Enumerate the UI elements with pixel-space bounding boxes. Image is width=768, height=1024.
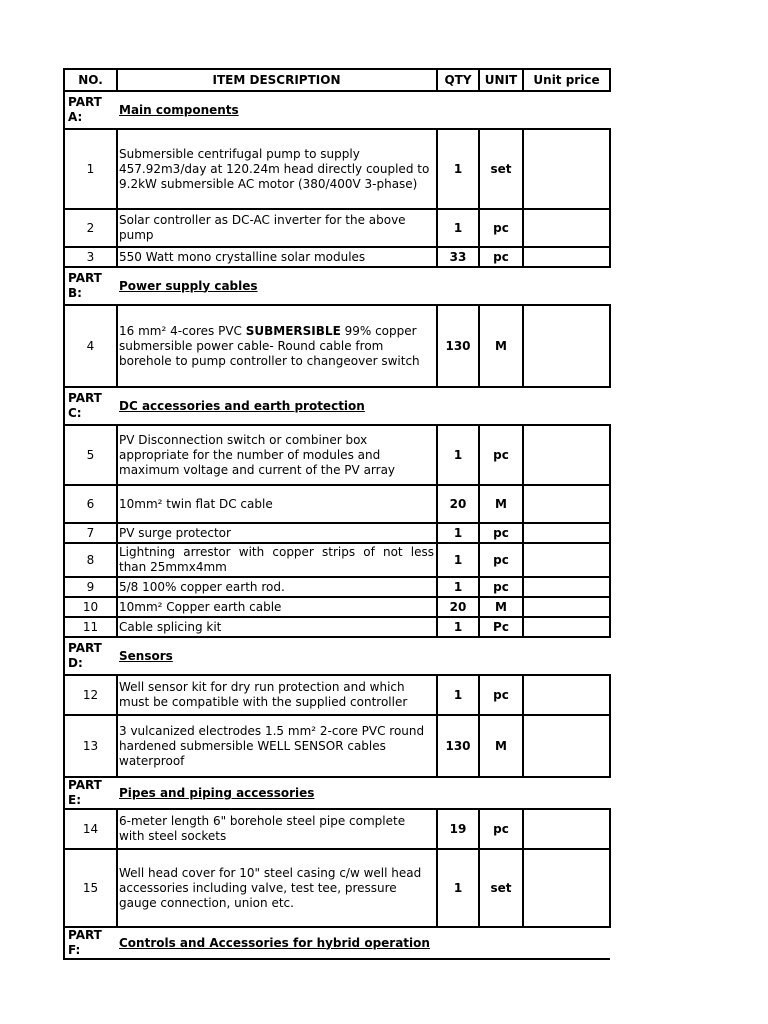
header-no: NO. bbox=[64, 69, 117, 91]
item-no: 8 bbox=[64, 543, 117, 577]
part-c-row bbox=[64, 387, 610, 425]
header-unit-price: Unit price bbox=[523, 69, 610, 91]
item-unit-price bbox=[523, 809, 610, 849]
part-label: PART F: bbox=[64, 927, 117, 959]
item-unit-price bbox=[523, 543, 610, 577]
item-description: Well head cover for 10" steel casing c/w well head accessories including valve, test tee, pressure gauge connection, union etc. bbox=[117, 849, 437, 927]
item-unit: pc bbox=[479, 543, 523, 577]
item-description: Cable splicing kit bbox=[117, 617, 437, 637]
table-row bbox=[64, 523, 610, 543]
table-row bbox=[64, 675, 610, 715]
item-unit-price bbox=[523, 715, 610, 777]
item-qty: 1 bbox=[437, 849, 479, 927]
item-description: 16 mm² 4-cores PVC SUBMERSIBLE 99% copper submersible power cable- Round cable from borehole to pump controller to changeover switch bbox=[117, 305, 437, 387]
item-qty: 33 bbox=[437, 247, 479, 267]
item-unit: pc bbox=[479, 675, 523, 715]
submersible-emphasis: SUBMERSIBLE bbox=[245, 323, 341, 338]
item-unit: pc bbox=[479, 577, 523, 597]
part-title: Power supply cables bbox=[119, 278, 258, 293]
part-title: Sensors bbox=[119, 648, 173, 663]
item-no: 13 bbox=[64, 715, 117, 777]
table-row bbox=[64, 849, 610, 927]
item-unit: pc bbox=[479, 523, 523, 543]
table-row bbox=[64, 425, 610, 485]
header-description: ITEM DESCRIPTION bbox=[117, 69, 437, 91]
item-unit-price bbox=[523, 209, 610, 247]
item-unit-price bbox=[523, 849, 610, 927]
item-no: 12 bbox=[64, 675, 117, 715]
item-description: PV surge protector bbox=[117, 523, 437, 543]
item-description: PV Disconnection switch or combiner box appropriate for the number of modules and maximum voltage and current of the PV array bbox=[117, 425, 437, 485]
table-row bbox=[64, 209, 610, 247]
table-row bbox=[64, 577, 610, 597]
item-unit: set bbox=[479, 849, 523, 927]
item-description: 10mm² Copper earth cable bbox=[117, 597, 437, 617]
part-label: PART D: bbox=[64, 637, 117, 675]
item-unit: M bbox=[479, 715, 523, 777]
item-unit-price bbox=[523, 675, 610, 715]
item-qty: 20 bbox=[437, 597, 479, 617]
item-unit: M bbox=[479, 485, 523, 523]
item-qty: 1 bbox=[437, 209, 479, 247]
item-qty: 20 bbox=[437, 485, 479, 523]
part-title: Pipes and piping accessories bbox=[119, 785, 315, 800]
item-qty: 1 bbox=[437, 523, 479, 543]
item-description: Solar controller as DC-AC inverter for the above pump bbox=[117, 209, 437, 247]
item-description: 10mm² twin flat DC cable bbox=[117, 485, 437, 523]
item-description: 3 vulcanized electrodes 1.5 mm² 2-core PVC round hardened submersible WELL SENSOR cables waterproof bbox=[117, 715, 437, 777]
table-row bbox=[64, 543, 610, 577]
part-label: PART E: bbox=[64, 777, 117, 809]
part-label: PART A: bbox=[64, 91, 117, 129]
item-unit-price bbox=[523, 425, 610, 485]
item-no: 11 bbox=[64, 617, 117, 637]
item-unit-price bbox=[523, 577, 610, 597]
table-row bbox=[64, 129, 610, 209]
item-qty: 130 bbox=[437, 305, 479, 387]
item-qty: 130 bbox=[437, 715, 479, 777]
item-unit-price bbox=[523, 247, 610, 267]
item-unit: Pc bbox=[479, 617, 523, 637]
item-no: 15 bbox=[64, 849, 117, 927]
part-label: PART B: bbox=[64, 267, 117, 305]
item-unit-price bbox=[523, 597, 610, 617]
item-qty: 1 bbox=[437, 577, 479, 597]
item-unit-price bbox=[523, 485, 610, 523]
table-row bbox=[64, 247, 610, 267]
item-no: 9 bbox=[64, 577, 117, 597]
item-qty: 1 bbox=[437, 129, 479, 209]
item-unit-price bbox=[523, 305, 610, 387]
part-e-row bbox=[64, 777, 610, 809]
part-title: Main components bbox=[119, 102, 239, 117]
table-row bbox=[64, 485, 610, 523]
table-row bbox=[64, 809, 610, 849]
item-description: 6-meter length 6" borehole steel pipe complete with steel sockets bbox=[117, 809, 437, 849]
item-unit: pc bbox=[479, 809, 523, 849]
item-description: Well sensor kit for dry run protection and which must be compatible with the supplied controller bbox=[117, 675, 437, 715]
item-unit: set bbox=[479, 129, 523, 209]
table-row bbox=[64, 597, 610, 617]
part-a-row bbox=[64, 91, 610, 129]
part-label: PART C: bbox=[64, 387, 117, 425]
item-no: 3 bbox=[64, 247, 117, 267]
part-d-row bbox=[64, 637, 610, 675]
item-no: 10 bbox=[64, 597, 117, 617]
item-unit-price bbox=[523, 129, 610, 209]
item-no: 1 bbox=[64, 129, 117, 209]
item-unit: M bbox=[479, 305, 523, 387]
item-unit-price bbox=[523, 617, 610, 637]
item-unit: pc bbox=[479, 425, 523, 485]
item-unit: M bbox=[479, 597, 523, 617]
table-row bbox=[64, 305, 610, 387]
table-row bbox=[64, 715, 610, 777]
table-header-row bbox=[64, 69, 610, 91]
item-qty: 19 bbox=[437, 809, 479, 849]
part-title: DC accessories and earth protection bbox=[119, 398, 365, 413]
item-unit: pc bbox=[479, 209, 523, 247]
item-unit: pc bbox=[479, 247, 523, 267]
item-qty: 1 bbox=[437, 543, 479, 577]
item-description: 5/8 100% copper earth rod. bbox=[117, 577, 437, 597]
item-no: 14 bbox=[64, 809, 117, 849]
header-qty: QTY bbox=[437, 69, 479, 91]
bill-of-quantities-table bbox=[63, 68, 611, 960]
item-no: 2 bbox=[64, 209, 117, 247]
table-row bbox=[64, 617, 610, 637]
item-description: Lightning arrestor with copper strips of not less than 25mmx4mm bbox=[117, 543, 437, 577]
item-qty: 1 bbox=[437, 617, 479, 637]
part-b-row bbox=[64, 267, 610, 305]
part-f-row bbox=[64, 927, 610, 959]
item-description: 550 Watt mono crystalline solar modules bbox=[117, 247, 437, 267]
item-description: Submersible centrifugal pump to supply 457.92m3/day at 120.24m head directly coupled to 9.2kW submersible AC motor (380/400V 3-phase) bbox=[117, 129, 437, 209]
item-qty: 1 bbox=[437, 675, 479, 715]
item-unit-price bbox=[523, 523, 610, 543]
item-no: 5 bbox=[64, 425, 117, 485]
item-qty: 1 bbox=[437, 425, 479, 485]
header-unit: UNIT bbox=[479, 69, 523, 91]
item-no: 4 bbox=[64, 305, 117, 387]
part-title: Controls and Accessories for hybrid operation bbox=[119, 935, 430, 950]
item-no: 6 bbox=[64, 485, 117, 523]
item-no: 7 bbox=[64, 523, 117, 543]
